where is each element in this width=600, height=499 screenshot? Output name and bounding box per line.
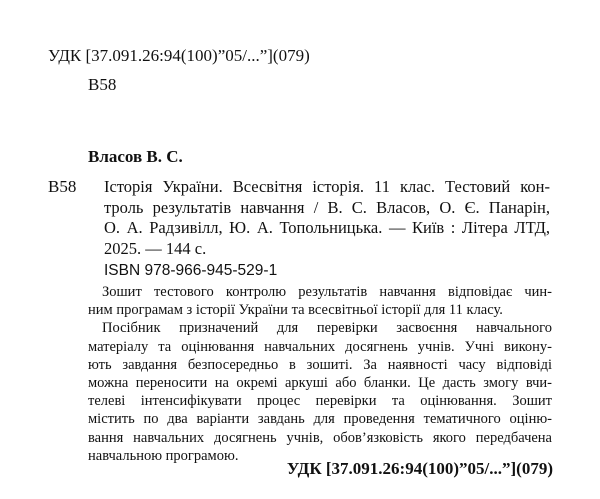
- abstract-line: ним програмам з історії України та всесвітньої історії для 11 класу.: [88, 302, 503, 319]
- description-line: 2025. — 144 с.: [104, 238, 207, 258]
- abstract-line: вання навчальних досягнень учнів, обов’язковість якого передбачена: [88, 429, 552, 446]
- description-line: О. А. Радзивілл, Ю. А. Топольницька. — Київ : Літера ЛТД,: [104, 218, 550, 237]
- abstract-line: навчальною програмою.: [88, 447, 239, 464]
- abstract: [88, 283, 552, 465]
- description-line: троль результатів навчання / В. С. Власов, О. Є. Панарін,: [104, 197, 550, 217]
- abstract-line: Зошит тестового контролю результатів навчання відповідає чин-: [102, 284, 552, 300]
- abstract-line: містить по два варіанти завдань для проведення тематичного оціню-: [88, 411, 552, 428]
- udk-code-bottom: УДК [37.091.26:94(100)”05/...”](079): [286, 459, 553, 478]
- abstract-line: Посібник призначений для перевірки засвоєння навчального: [102, 320, 552, 337]
- isbn: ISBN 978-966-945-529-1: [104, 262, 278, 279]
- abstract-line: ють завдання безпосередньо в зошиті. За наявності часу відповіді: [88, 356, 552, 373]
- description-line: Історія України. Всесвітня історія. 11 клас. Тестовий кон-: [104, 177, 550, 196]
- abstract-line: матеріалу та оцінювання навчальних досягнень учнів. Учні викону-: [88, 338, 552, 355]
- udk-code-top: УДК [37.091.26:94(100)”05/...”](079): [48, 46, 310, 65]
- abstract-line: можна переносити на окремі аркуші або бланки. Це дасть змогу вчи-: [88, 375, 552, 392]
- bibliographic-description: [104, 177, 550, 259]
- author-mark-entry: В58: [48, 177, 77, 196]
- author-heading: Власов В. С.: [88, 147, 183, 166]
- author-mark-top: В58: [88, 75, 117, 94]
- abstract-line: телеві інтенсифікувати процес перевірки та оцінювання. Зошит: [88, 393, 552, 410]
